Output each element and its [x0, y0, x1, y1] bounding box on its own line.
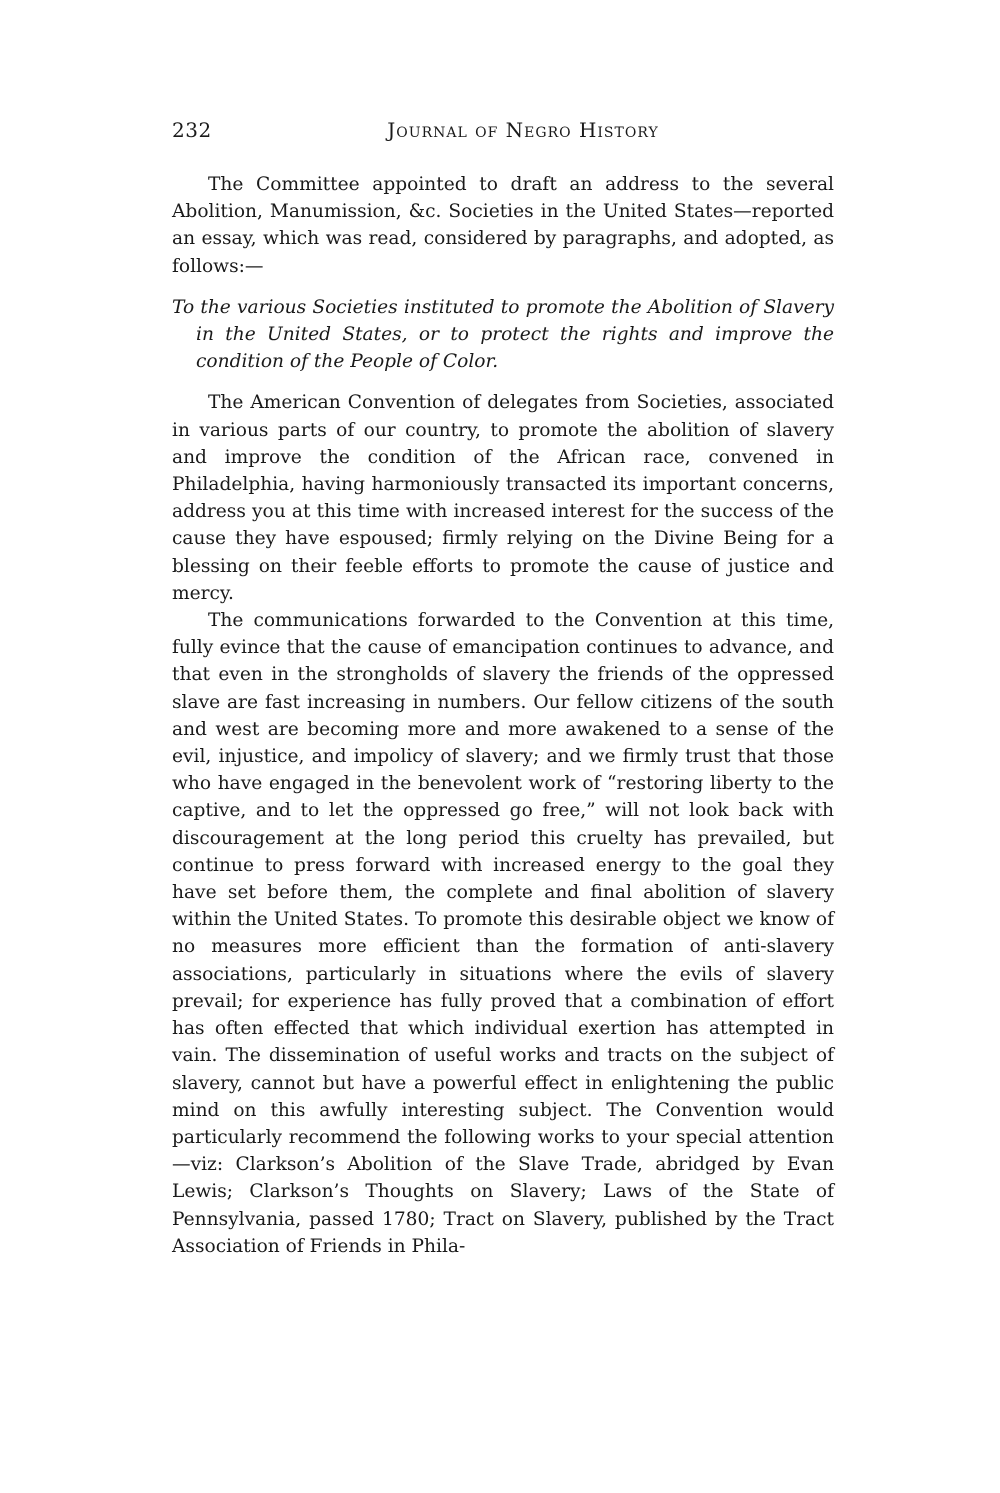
running-head: Journal of Negro History [387, 118, 659, 142]
address-heading: To the various Societies instituted to promote the Abolition of Slavery in the United States, or to protect the rights and improve the condition of the People of Color. [172, 296, 834, 373]
page-header [172, 118, 834, 148]
paragraph-communications: The communications forwarded to the Convention at this time, fully evince that the cause of emancipation continues to advance, and that even in the strongholds of slavery the friends of the oppressed slave are fast increasing in numbers. Our fellow citizens of the south and west are becoming more and more awakened to a sense of the evil, injustice, and impolicy of slavery; and we firmly trust that those who have engaged in the benevolent work of “restoring liberty to the captive, and to let the oppressed go free,” will not look back with discouragement at the long period this cruelty has prevailed, but continue to press forward with increased energy to the goal they have set before them, the complete and final abolition of slavery within the United States. To promote this desirable object we know of no measures more efficient than the formation of anti-slavery associations, particularly in situations where the evils of slavery prevail; for experience has fully proved that a combination of effort has often effected that which individual exertion has attempted in vain. The dissemination of useful works and tracts on the subject of slavery, cannot but have a powerful effect in enlightening the public mind on this awfully interesting subject. The Convention would particularly recommend the following works to your special attention—viz: Clarkson’s Abolition of the Slave Trade, abridged by Evan Lewis; Clarkson’s Thoughts on Slavery; Laws of the State of Pennsylvania, passed 1780; Tract on Slavery, published by the Tract Association of Friends in Phila- [172, 610, 834, 1257]
paragraph-convention: The American Convention of delegates from Societies, associated in various parts of our country, to promote the abolition of slavery and improve the condition of the African race, convened in Philadelphia, having harmoniously transacted its important concerns, address you at this time with increased interest for the success of the cause they have espoused; firmly relying on the Divine Being for a blessing on their feeble efforts to promote the cause of justice and mercy. [172, 392, 834, 604]
body-text [172, 171, 834, 1260]
page-number: 232 [172, 118, 212, 142]
paragraph-committee: The Committee appointed to draft an address to the several Abolition, Manumission, &c. Societies in the United States—reported an essay, which was read, considered by paragraphs, and adopted, as follows:— [172, 174, 834, 277]
